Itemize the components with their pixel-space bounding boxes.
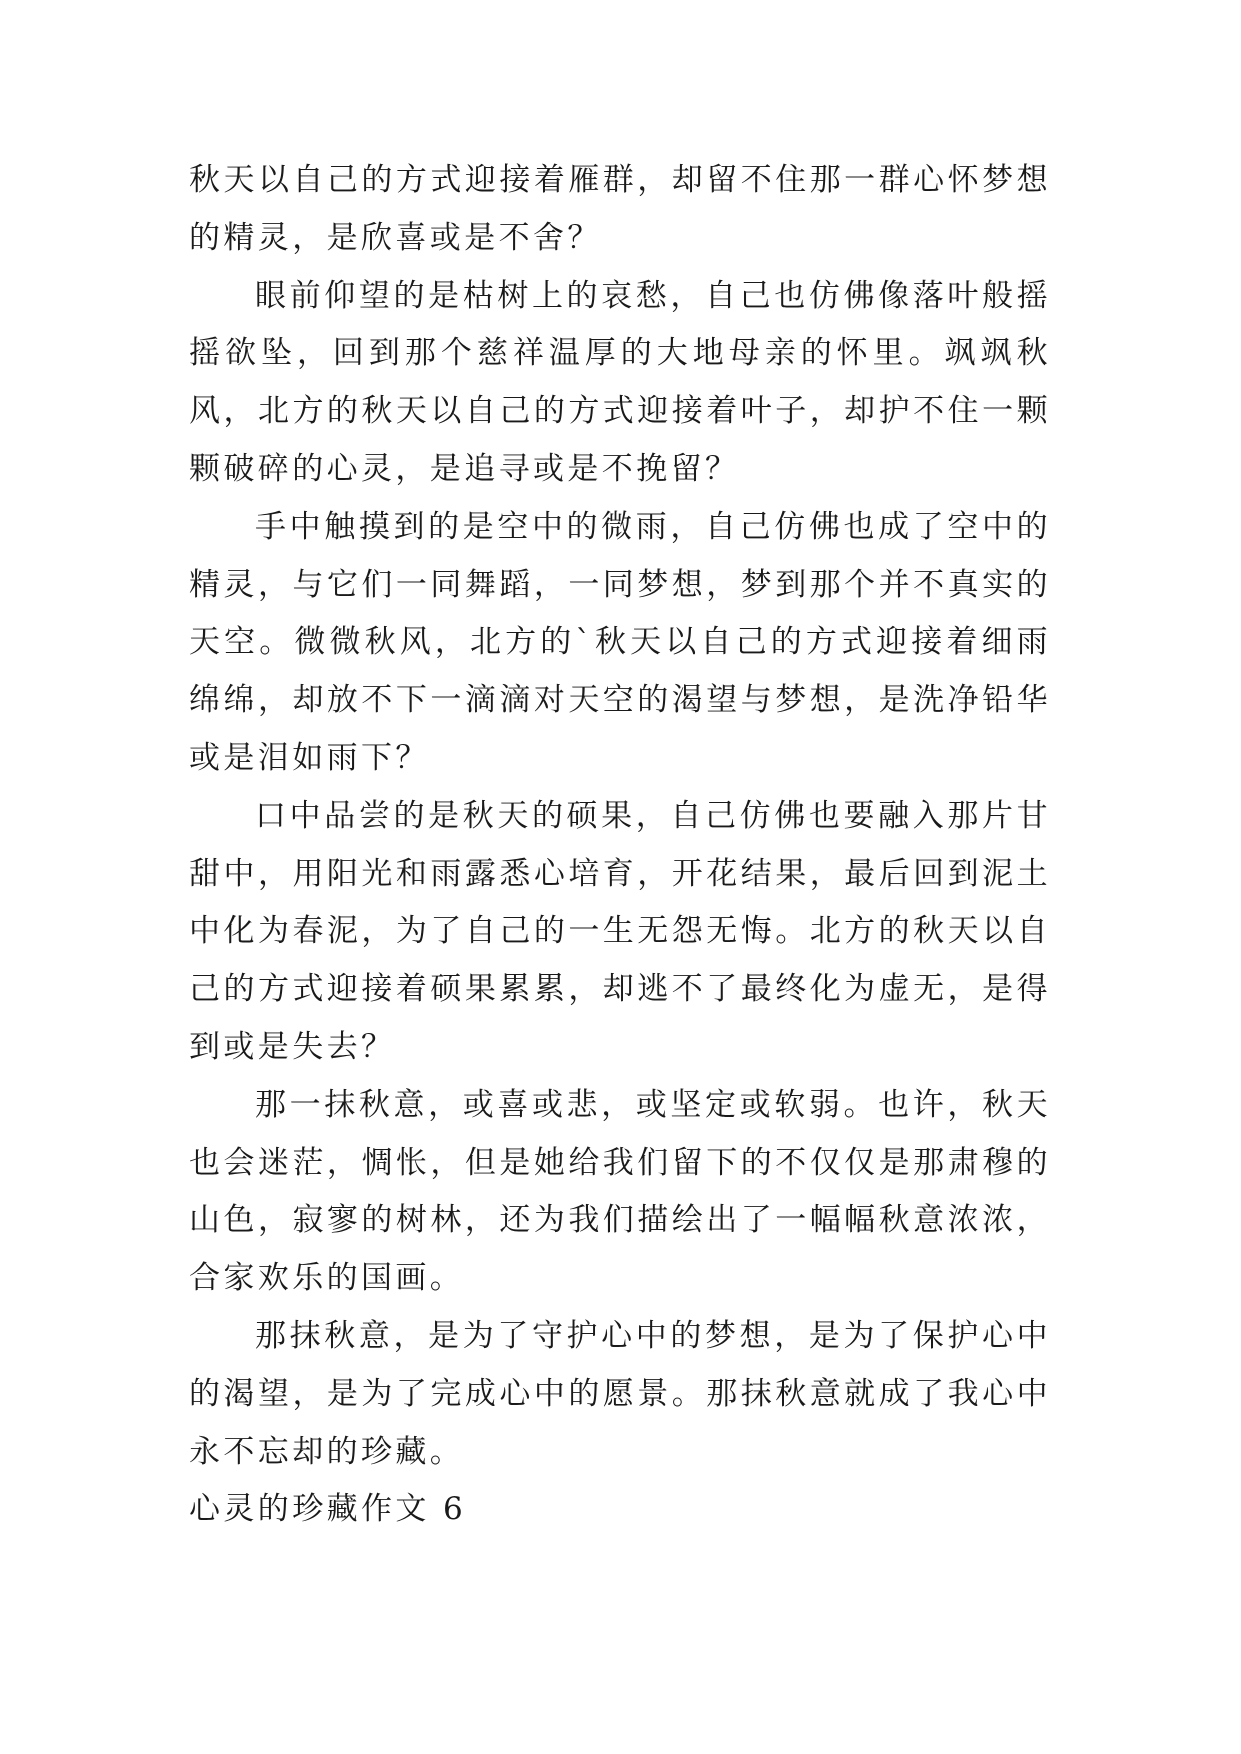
paragraph: 口中品尝的是秋天的硕果，自己仿佛也要融入那片甘甜中，用阳光和雨露悉心培育，开花结果，最后回到泥土中化为春泥，为了自己的一生无怨无悔。北方的秋天以自己的方式迎接着硕果累累，却逃不了最终化为虚无，是得到或是失去？: [189, 797, 1051, 1065]
paragraph: 那一抹秋意，或喜或悲，或坚定或软弱。也许，秋天也会迷茫，惆怅，但是她给我们留下的不仅仅是那肃穆的山色，寂寥的树林，还为我们描绘出了一幅幅秋意浓浓，合家欢乐的国画。: [189, 1086, 1051, 1297]
section-heading: 心灵的珍藏作文 6: [189, 1491, 467, 1528]
paragraph: 那抹秋意，是为了守护心中的梦想，是为了保护心中的渴望，是为了完成心中的愿景。那抹秋意就成了我心中永不忘却的珍藏。: [189, 1317, 1051, 1470]
document-body: [189, 152, 1051, 1539]
paragraph: 手中触摸到的是空中的微雨，自己仿佛也成了空中的精灵，与它们一同舞蹈，一同梦想，梦到那个并不真实的天空。微微秋风，北方的`秋天以自己的方式迎接着细雨绵绵，却放不下一滴滴对天空的渴望与梦想，是洗净铅华或是泪如雨下？: [189, 508, 1051, 776]
paragraph-continued: 秋天以自己的方式迎接着雁群，却留不住那一群心怀梦想的精灵，是欣喜或是不舍？: [189, 162, 1051, 256]
paragraph: 眼前仰望的是枯树上的哀愁，自己也仿佛像落叶般摇摇欲坠，回到那个慈祥温厚的大地母亲的怀里。飒飒秋风，北方的秋天以自己的方式迎接着叶子，却护不住一颗颗破碎的心灵，是追寻或是不挽留？: [189, 277, 1051, 487]
